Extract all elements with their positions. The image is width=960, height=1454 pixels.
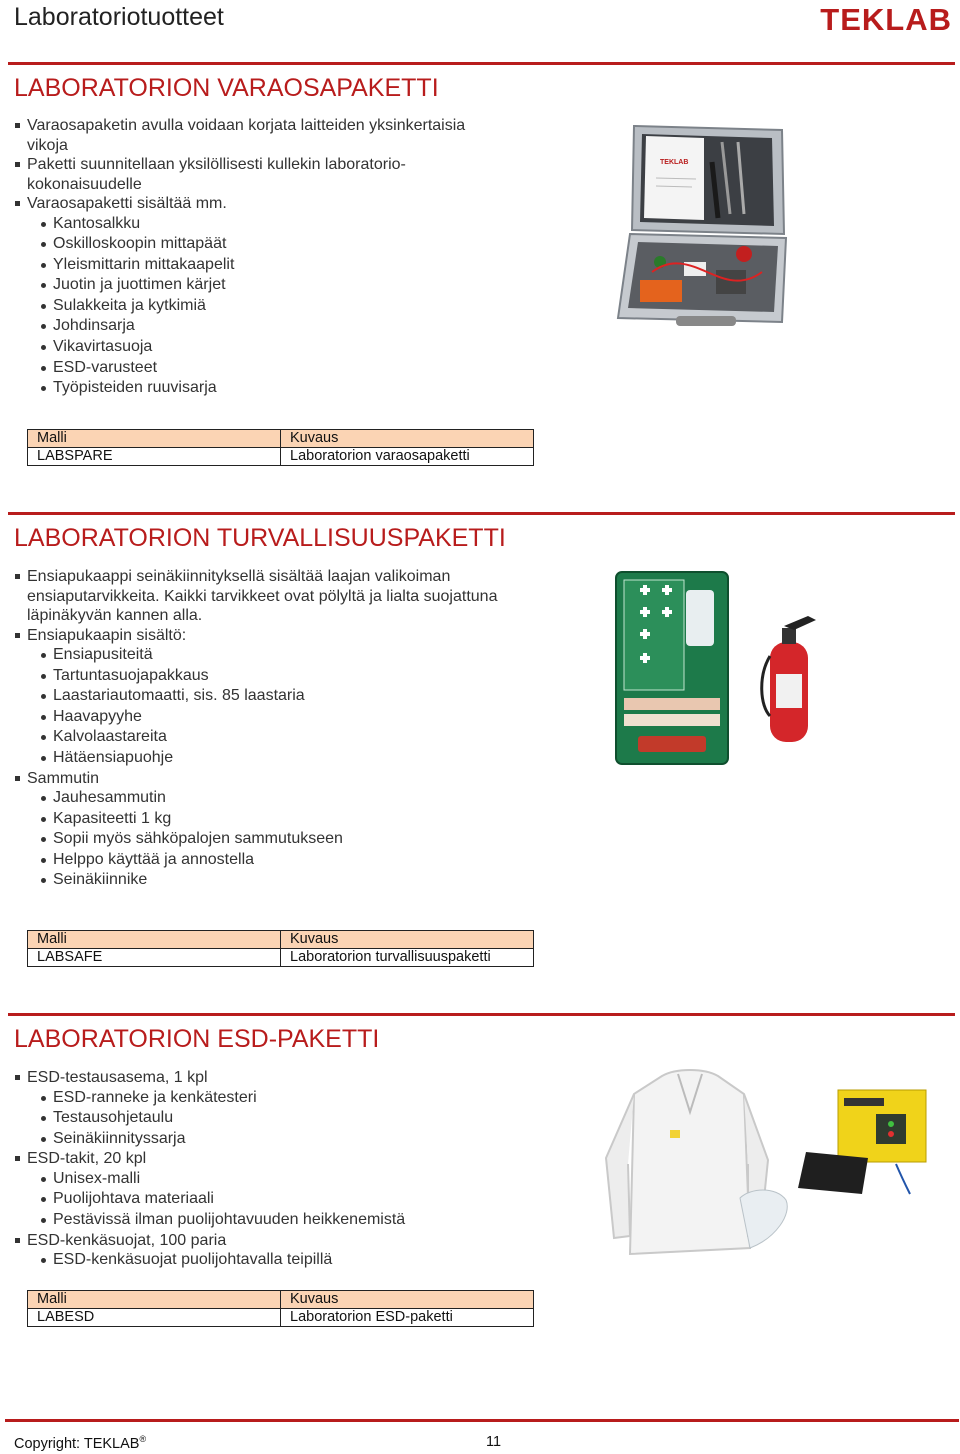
sub-list-item: Vikavirtasuoja (14, 337, 514, 358)
page-number: 11 (486, 1434, 502, 1450)
table-cell-model: LABESD (28, 1309, 281, 1327)
section-divider (8, 1013, 955, 1016)
sub-list-item: Työpisteiden ruuvisarja (14, 378, 514, 399)
list-item: Varaosapaketti sisältää mm. (14, 194, 514, 214)
list-item: Sammutin (14, 769, 554, 789)
list-item: Paketti suunnitellaan yksilöllisesti kullekin laboratorio-kokonaisuudelle (14, 155, 457, 194)
footer-divider (5, 1419, 959, 1422)
list-item: Ensiapukaappi seinäkiinnityksellä sisältää laajan valikoiman ensiaputarvikkeita. Kaikki tarvikkeet ovat pölyltä ja lialta suojattuna läpinäkyvän kannen alla. (14, 567, 527, 626)
section-divider (8, 512, 955, 515)
sub-list-item: Laastariautomaatti, sis. 85 laastaria (14, 686, 554, 707)
sub-list-item: Kalvolaastareita (14, 727, 554, 748)
sub-list-item: Sopii myös sähköpalojen sammutukseen (14, 829, 554, 850)
sub-list-item: Pestävissä ilman puolijohtavuuden heikkenemistä (14, 1210, 554, 1231)
sub-list-item: Kapasiteetti 1 kg (14, 809, 554, 830)
table-header-description: Kuvaus (281, 1291, 534, 1309)
section-title-esd: LABORATORION ESD-PAKETTI (14, 1025, 380, 1053)
spare-feature-list (14, 116, 514, 399)
table-cell-description: Laboratorion ESD-paketti (281, 1309, 534, 1327)
sub-list-item: Haavapyyhe (14, 707, 554, 728)
spec-table-esd (27, 1290, 534, 1327)
spec-table-spare (27, 429, 534, 466)
table-cell-description: Laboratorion varaosapaketti (281, 448, 534, 466)
sub-list-item: ESD-kenkäsuojat puolijohtavalla teipillä (14, 1250, 554, 1271)
sub-list-item: ESD-ranneke ja kenkätesteri (14, 1088, 554, 1109)
list-item: Ensiapukaapin sisältö: (14, 626, 554, 646)
sub-list-item: Seinäkiinnityssarja (14, 1129, 554, 1150)
table-cell-model: LABSPARE (28, 448, 281, 466)
sub-list-item: Jauhesammutin (14, 788, 554, 809)
page-header-title: Laboratoriotuotteet (14, 3, 224, 31)
sub-list-item: Ensiapusiteitä (14, 645, 554, 666)
section-title-spare: LABORATORION VARAOSAPAKETTI (14, 74, 439, 102)
list-item: ESD-testausasema, 1 kpl (14, 1068, 554, 1088)
section-divider (8, 62, 955, 65)
esd-package-image (600, 1068, 930, 1264)
sub-list-item: Tartuntasuojapakkaus (14, 666, 554, 687)
section-title-safety: LABORATORION TURVALLISUUSPAKETTI (14, 524, 506, 552)
table-header-model: Malli (28, 1291, 281, 1309)
first-aid-cabinet-image (568, 570, 830, 770)
registered-mark: ® (139, 1434, 147, 1444)
spare-parts-case-image (612, 122, 788, 332)
footer-copyright (14, 1434, 146, 1452)
esd-feature-list (14, 1068, 554, 1271)
sub-list-item: Unisex-malli (14, 1169, 554, 1190)
sub-list-item: Helppo käyttää ja annostella (14, 850, 554, 871)
table-header-description: Kuvaus (281, 430, 534, 448)
sub-list-item: Yleismittarin mittakaapelit (14, 255, 514, 276)
spec-table-safety (27, 930, 534, 967)
table-header-model: Malli (28, 430, 281, 448)
sub-list-item: Johdinsarja (14, 316, 514, 337)
list-item: ESD-kenkäsuojat, 100 paria (14, 1231, 554, 1251)
sub-list-item: Oskilloskoopin mittapäät (14, 234, 514, 255)
sub-list-item: Seinäkiinnike (14, 870, 554, 891)
sub-list-item: Hätäensiapuohje (14, 748, 554, 769)
table-header-description: Kuvaus (281, 931, 534, 949)
list-item: Varaosapaketin avulla voidaan korjata laitteiden yksinkertaisia vikoja (14, 116, 507, 155)
sub-list-item: Testausohjetaulu (14, 1108, 554, 1129)
sub-list-item: Juotin ja juottimen kärjet (14, 275, 514, 296)
svg-text:TEKLAB: TEKLAB (660, 159, 689, 166)
teklab-logo: TEKLAB (820, 2, 952, 37)
safety-feature-list (14, 567, 554, 891)
copyright-text: Copyright: TEKLAB (14, 1435, 140, 1452)
table-header-model: Malli (28, 931, 281, 949)
sub-list-item: Sulakkeita ja kytkimiä (14, 296, 514, 317)
sub-list-item: ESD-varusteet (14, 358, 514, 379)
sub-list-item: Puolijohtava materiaali (14, 1189, 554, 1210)
table-cell-description: Laboratorion turvallisuuspaketti (281, 949, 534, 967)
table-cell-model: LABSAFE (28, 949, 281, 967)
sub-list-item: Kantosalkku (14, 214, 514, 235)
list-item: ESD-takit, 20 kpl (14, 1149, 554, 1169)
